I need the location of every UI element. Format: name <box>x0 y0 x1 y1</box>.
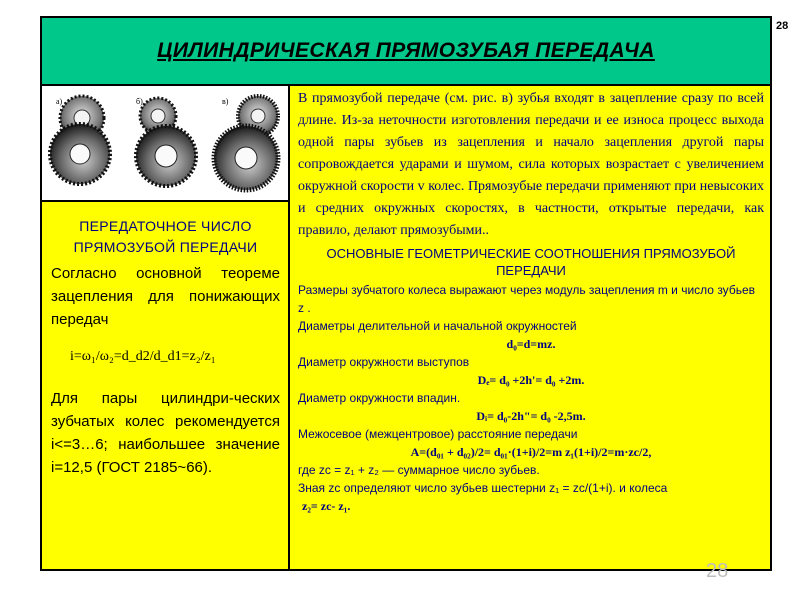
title-bar <box>42 18 770 86</box>
tip-diameter-label: Диаметр окружности выступов <box>298 355 470 369</box>
figure-label-c: в) <box>222 97 229 106</box>
geometry-heading: ОСНОВНЫЕ ГЕОМЕТРИЧЕСКИЕ СООТНОШЕНИЯ ПРЯМОЗУБОЙ ПЕРЕДАЧИ <box>326 246 736 278</box>
slide-title: ЦИЛИНДРИЧЕСКАЯ ПРЯМОЗУБАЯ ПЕРЕДАЧА <box>157 39 655 62</box>
center-distance-label: Межосевое (межцентровое) расстояние передачи <box>298 427 578 441</box>
wheel-teeth-formula: z₂= zc- z₁. <box>302 499 351 513</box>
spur-gear-description: В прямозубой передаче (см. рис. в) зубья входят в зацепление сразу по всей длине. Из-за неточности изготовления передачи и ее износа процесс выхода одной пары зубьев из зацепления и начало зацепления другой пары сопровождается ударами и шумом, сила которых возрастает с увеличением окружной скорости v колес. Прямозубые передачи применяют при невысоких и средних окружных скоростях, в частности, открытые передачи, как правило, делают прямозубыми.. <box>298 91 764 238</box>
slide-number: 28 <box>776 20 789 32</box>
gear-pair-c <box>214 96 278 190</box>
gear-pair-a <box>50 96 110 184</box>
gear-ratio-recommendation: Для пары цилиндри-ческих зубчатых колес рекомендуется i<=3…6; наибольшее значение i=12,5 (ГОСТ 2185~66). <box>51 390 280 476</box>
pitch-diameter-label: Диаметры делительной и начальной окружностей <box>298 319 577 333</box>
slide-frame <box>40 16 772 571</box>
gears-figure <box>42 86 290 202</box>
center-distance-formula: A=(d₀₁ + d₀₂)/2= d₀₁·(1+i)/2=m z₁(1+i)/2=m·zc/2, <box>410 445 652 459</box>
pinion-teeth-text: Зная zc определяют число зубьев шестерни z₁ = zc/(1+i). и колеса <box>298 481 668 495</box>
gears-illustration <box>46 90 286 198</box>
gear-ratio-heading: ПЕРЕДАТОЧНОЕ ЧИСЛО ПРЯМОЗУБОЙ ПЕРЕДАЧИ <box>73 218 258 255</box>
description-panel <box>290 86 770 569</box>
module-text: Размеры зубчатого колеса выражают через модуль зацепления m и число зубьев z . <box>298 283 755 315</box>
gear-ratio-formula: i=ω₁/ω₂=d_d2/d_d1=z₂/z₁ <box>70 349 216 364</box>
gear-ratio-panel <box>42 202 290 569</box>
total-teeth-text: где zc = z₁ + z₂ — суммарное число зубьев. <box>298 463 540 477</box>
figure-label-b: б) <box>136 97 143 106</box>
footer-page-number: 28 <box>706 560 729 582</box>
gear-ratio-text: Согласно основной теореме зацепления для понижающих передач <box>51 265 280 328</box>
gear-pair-b <box>136 98 196 186</box>
pitch-diameter-formula: d₀=d=mz. <box>506 337 556 351</box>
root-diameter-label: Диаметр окружности впадин. <box>298 391 461 405</box>
tip-diameter-formula: Dₑ= d₀ +2h'= d₀ +2m. <box>477 373 585 387</box>
figure-label-a: а) <box>56 97 63 106</box>
root-diameter-formula: Dᵢ= d₀-2h"= d₀ -2,5m. <box>476 409 586 423</box>
